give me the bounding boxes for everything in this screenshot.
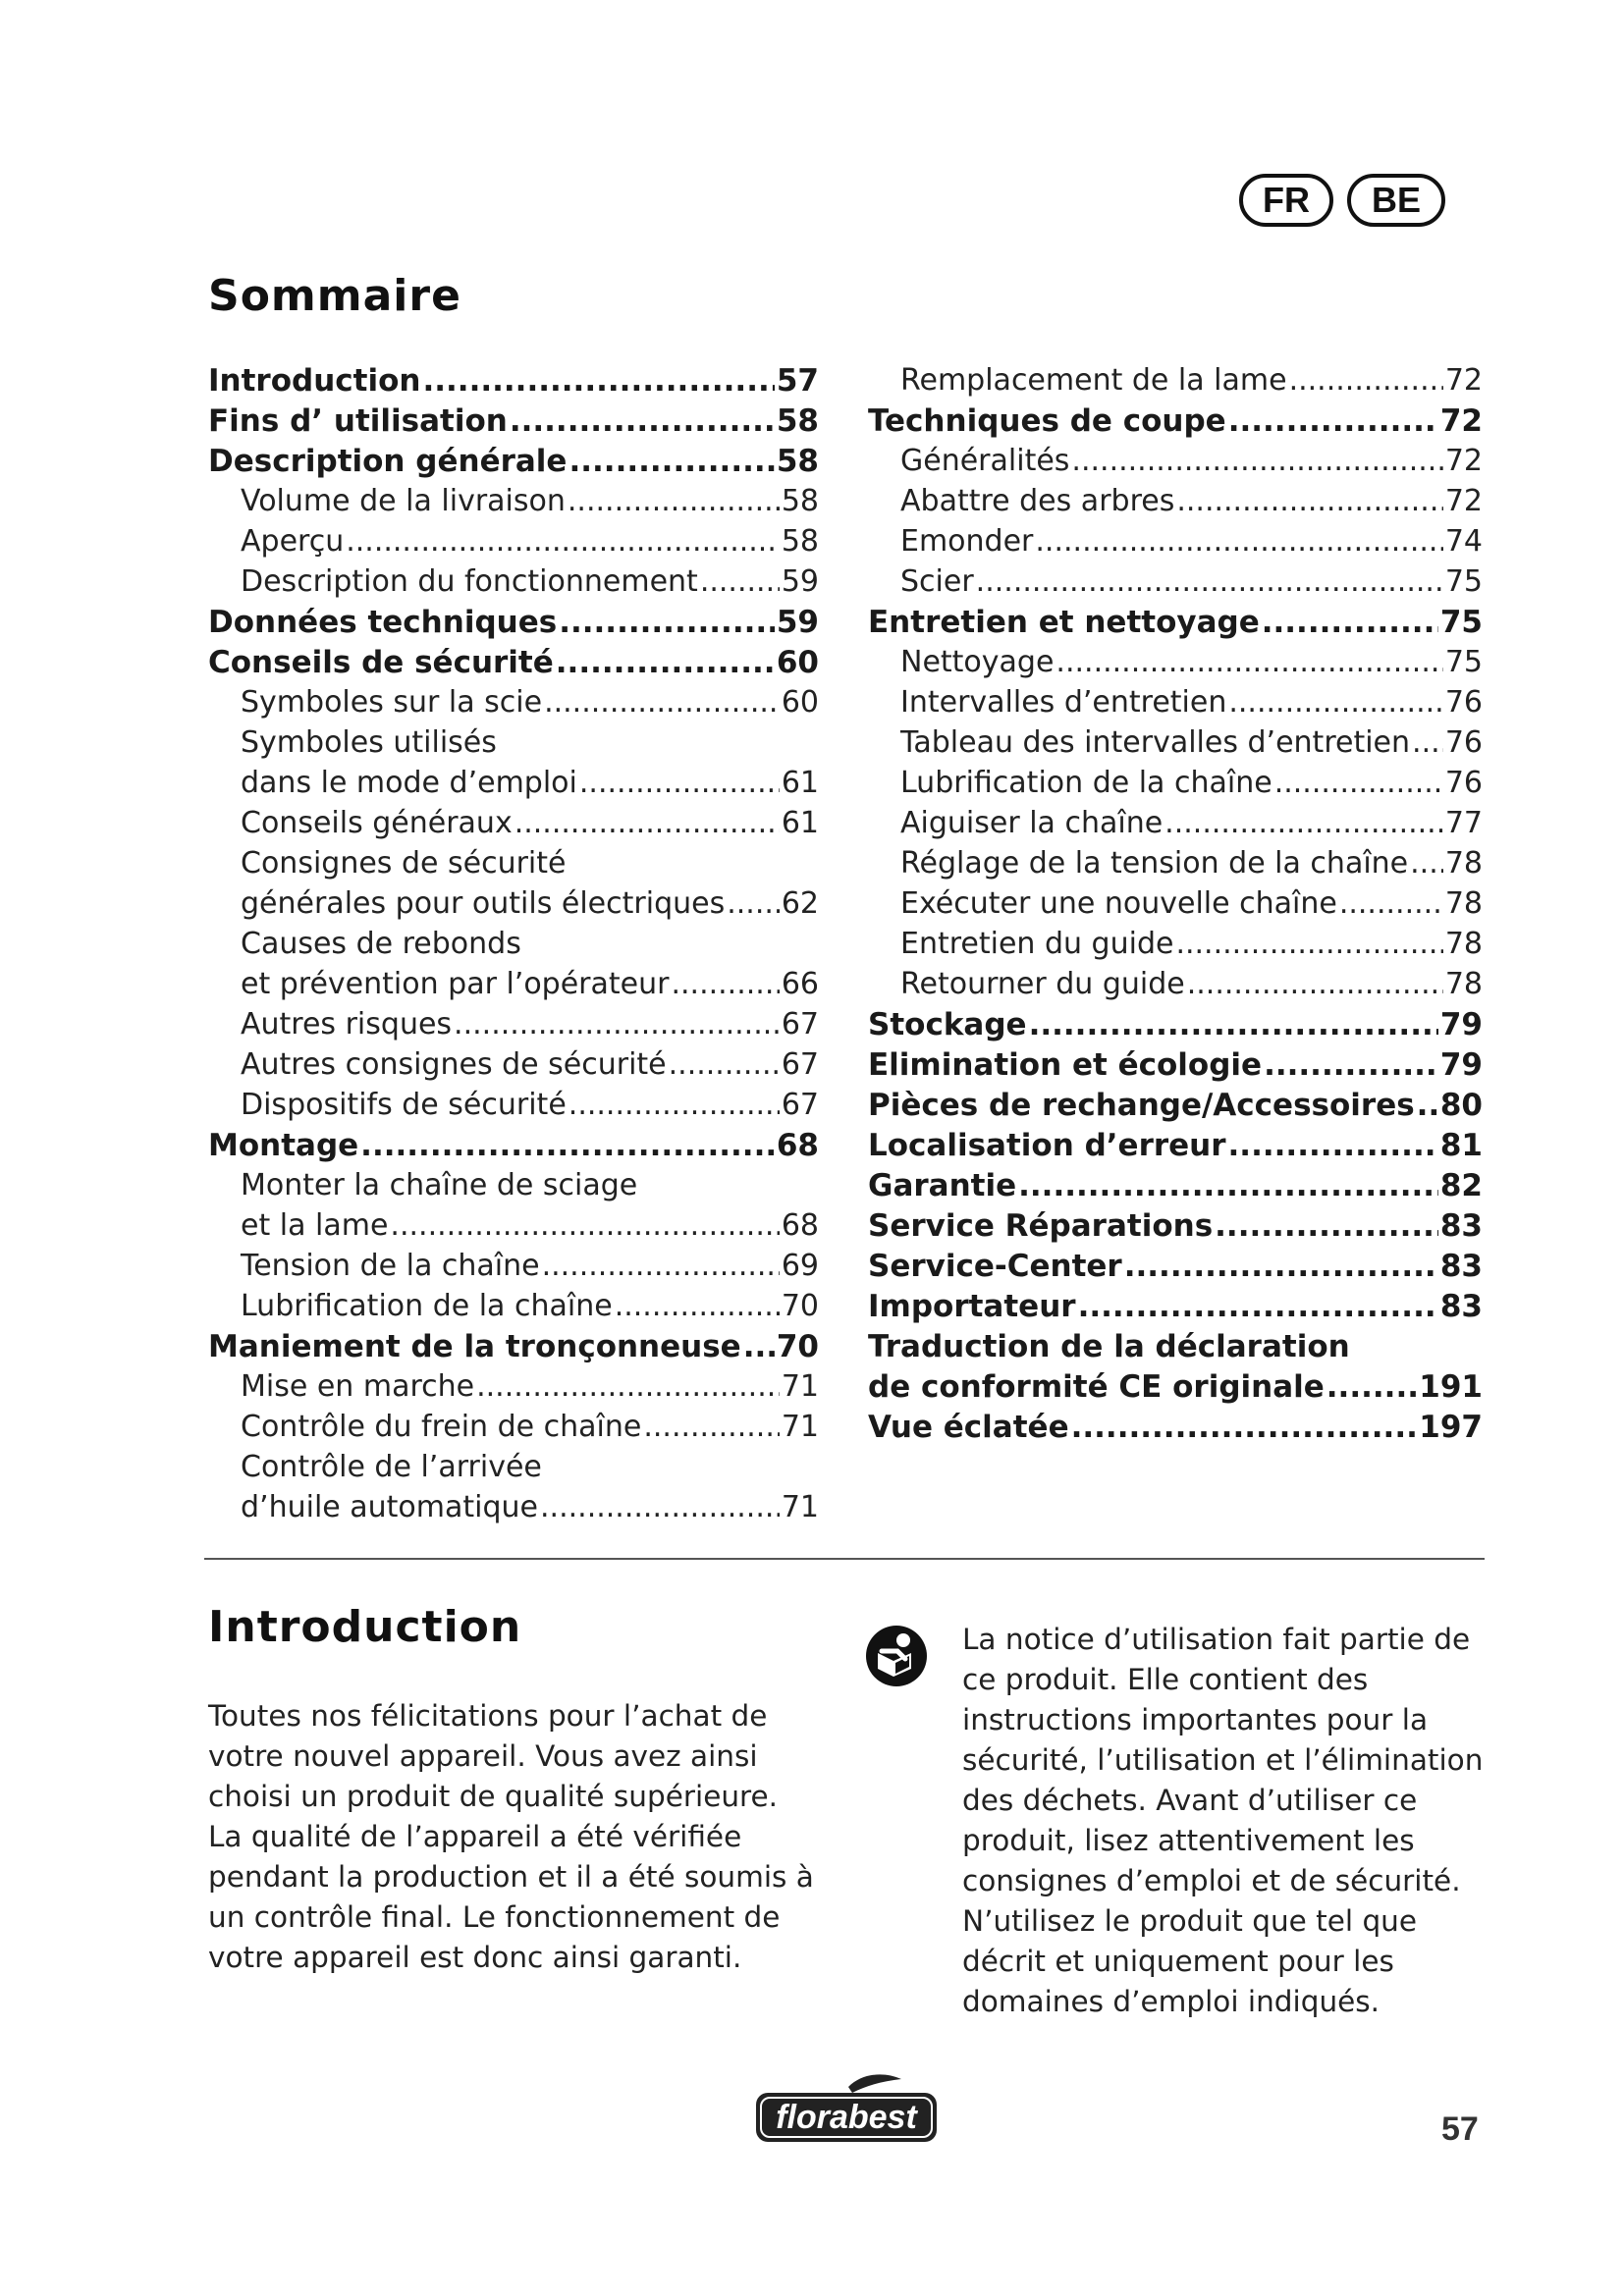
toc-entry	[208, 806, 819, 846]
toc-entry	[868, 564, 1483, 605]
toc-entry	[868, 605, 1483, 645]
toc-entry	[868, 766, 1483, 806]
toc-dot-leader	[1071, 1410, 1418, 1445]
language-badge-fr: FR	[1239, 174, 1333, 227]
toc-entry	[208, 444, 819, 484]
toc-entry	[208, 685, 819, 725]
toc-entry-page: 72	[1444, 444, 1483, 478]
toc-entry-label: Service-Center	[868, 1249, 1122, 1284]
toc-dot-leader	[1228, 685, 1442, 720]
florabest-logo	[754, 2069, 939, 2146]
toc-entry-label: Symboles utilisés	[241, 725, 497, 760]
toc-entry-label: Elimination et écologie	[868, 1047, 1263, 1083]
toc-entry-page: 74	[1444, 524, 1483, 559]
toc-dot-leader	[568, 1088, 780, 1122]
toc-entry	[868, 725, 1483, 766]
toc-entry-label: Monter la chaîne de sciage	[241, 1168, 638, 1202]
toc-entry-page: 67	[781, 1007, 819, 1041]
toc-entry-page: 83	[1439, 1289, 1483, 1324]
toc-dot-leader	[1262, 605, 1438, 640]
toc-entry-label: Vue éclatée	[868, 1410, 1069, 1445]
toc-entry-label: Description générale	[208, 444, 568, 479]
toc-entry	[208, 846, 819, 886]
toc-entry-label: d’huile automatique	[241, 1490, 539, 1524]
toc-entry-page: 59	[781, 564, 819, 599]
toc-dot-leader	[1417, 1088, 1438, 1123]
toc-dot-leader	[1339, 886, 1443, 921]
toc-entry-label: Aperçu	[241, 524, 345, 559]
toc-entry	[208, 1128, 819, 1168]
toc-entry-page: 76	[1444, 766, 1483, 800]
toc-entry	[868, 685, 1483, 725]
toc-entry-label: Aiguiser la chaîne	[900, 806, 1164, 840]
toc-entry	[208, 524, 819, 564]
toc-entry-page: 61	[781, 806, 819, 840]
toc-entry-page: 67	[781, 1088, 819, 1122]
toc-entry-label: Montage	[208, 1128, 359, 1163]
toc-entry	[208, 484, 819, 524]
toc-entry-label: dans le mode d’emploi	[241, 766, 577, 800]
toc-entry-label: Lubrification de la chaîne	[900, 766, 1272, 800]
toc-dot-leader	[1056, 645, 1442, 679]
toc-dot-leader	[1029, 1007, 1438, 1042]
toc-entry	[208, 403, 819, 444]
toc-dot-leader	[669, 1047, 780, 1082]
toc-dot-leader	[568, 444, 774, 479]
toc-dot-leader	[1274, 766, 1443, 800]
toc-dot-leader	[1228, 403, 1438, 439]
toc-dot-leader	[360, 1128, 775, 1163]
toc-entry-label: Stockage	[868, 1007, 1027, 1042]
toc-entry-page: 70	[776, 1329, 819, 1364]
toc-dot-leader	[1289, 363, 1443, 398]
toc-entry-page: 76	[1444, 685, 1483, 720]
toc-dot-leader	[544, 685, 780, 720]
toc-entry-page: 58	[776, 403, 819, 439]
toc-entry-page: 58	[781, 484, 819, 518]
introduction-title: Introduction	[208, 1602, 522, 1652]
toc-entry-label: Dispositifs de sécurité	[241, 1088, 567, 1122]
toc-entry-label: Remplacement de la lame	[900, 363, 1287, 398]
toc-entry	[208, 1208, 819, 1249]
toc-entry	[868, 1208, 1483, 1249]
toc-entry	[208, 1007, 819, 1047]
toc-entry	[208, 927, 819, 967]
toc-entry	[868, 1369, 1483, 1410]
toc-dot-leader	[1412, 725, 1443, 760]
toc-dot-leader	[1215, 1208, 1438, 1244]
toc-entry-label: Pièces de rechange/Accessoires	[868, 1088, 1415, 1123]
toc-dot-leader	[727, 886, 780, 921]
toc-entry-label: Causes de rebonds	[241, 927, 521, 961]
toc-dot-leader	[743, 1329, 775, 1364]
toc-entry-label: Entretien et nettoyage	[868, 605, 1260, 640]
toc-dot-leader	[540, 1490, 780, 1524]
toc-entry-label: Réglage de la tension de la chaîne	[900, 846, 1409, 881]
toc-dot-leader	[568, 484, 780, 518]
toc-dot-leader	[1035, 524, 1442, 559]
toc-entry-label: Tension de la chaîne	[241, 1249, 540, 1283]
toc-entry-label: Exécuter une nouvelle chaîne	[900, 886, 1337, 921]
toc-title: Sommaire	[208, 271, 461, 321]
toc-entry-page: 60	[781, 685, 819, 720]
toc-entry-page: 83	[1439, 1208, 1483, 1244]
toc-entry-label: Importateur	[868, 1289, 1076, 1324]
toc-dot-leader	[454, 1007, 780, 1041]
toc-entry-page: 71	[781, 1490, 819, 1524]
language-badge-be: BE	[1347, 174, 1445, 227]
toc-entry-label: de conformité CE originale	[868, 1369, 1325, 1405]
toc-entry-page: 57	[776, 363, 819, 399]
toc-dot-leader	[579, 766, 780, 800]
toc-dot-leader	[514, 806, 780, 840]
toc-dot-leader	[1078, 1289, 1438, 1324]
toc-entry	[208, 766, 819, 806]
toc-column-right	[868, 363, 1483, 1450]
toc-entry-page: 72	[1444, 484, 1483, 518]
toc-entry-label: Symboles sur la scie	[241, 685, 543, 720]
toc-dot-leader	[542, 1249, 780, 1283]
toc-entry	[868, 886, 1483, 927]
toc-entry-page: 78	[1444, 927, 1483, 961]
toc-entry-label: Intervalles d’entretien	[900, 685, 1227, 720]
toc-entry	[208, 1088, 819, 1128]
toc-dot-leader	[556, 645, 775, 680]
toc-dot-leader	[1264, 1047, 1438, 1083]
toc-entry	[868, 1249, 1483, 1289]
toc-column-left	[208, 363, 819, 1530]
toc-entry-label: Nettoyage	[900, 645, 1055, 679]
toc-entry-label: Consignes de sécurité	[241, 846, 567, 881]
toc-entry-label: Abattre des arbres	[900, 484, 1175, 518]
toc-dot-leader	[1410, 846, 1443, 881]
toc-entry-label: Maniement de la tronçonneuse	[208, 1329, 741, 1364]
toc-entry-label: Volume de la livraison	[241, 484, 566, 518]
toc-entry-label: Données techniques	[208, 605, 558, 640]
toc-entry-page: 58	[781, 524, 819, 559]
toc-entry-label: Conseils généraux	[241, 806, 513, 840]
toc-dot-leader	[1176, 484, 1442, 518]
toc-entry-page: 79	[1439, 1007, 1483, 1042]
toc-dot-leader	[559, 605, 775, 640]
toc-entry-page: 58	[776, 444, 819, 479]
toc-entry-page: 72	[1444, 363, 1483, 398]
toc-entry-page: 81	[1439, 1128, 1483, 1163]
toc-dot-leader	[700, 564, 780, 599]
toc-entry	[868, 645, 1483, 685]
toc-dot-leader	[1187, 967, 1443, 1001]
toc-entry	[208, 1168, 819, 1208]
toc-entry	[868, 524, 1483, 564]
toc-entry-label: Localisation d’erreur	[868, 1128, 1226, 1163]
toc-dot-leader	[1124, 1249, 1438, 1284]
toc-entry	[868, 1410, 1483, 1450]
introduction-body: Toutes nos félicitations pour l’achat de votre nouvel appareil. Vous avez ainsi choisi un produit de qualité supérieure. La qualité de l’appareil a été vérifiée pendant la production et il a été soumis à un contrôle final. Le fonctionnement de votre appareil est donc ainsi garanti.	[208, 1699, 814, 1974]
toc-dot-leader	[643, 1410, 779, 1444]
toc-entry	[208, 1289, 819, 1329]
toc-entry-page: 79	[1439, 1047, 1483, 1083]
toc-entry-label: Autres consignes de sécurité	[241, 1047, 667, 1082]
toc-dot-leader	[476, 1369, 780, 1404]
toc-entry	[868, 1088, 1483, 1128]
toc-entry-page: 76	[1444, 725, 1483, 760]
read-manual-icon	[864, 1624, 929, 1688]
section-divider	[204, 1558, 1485, 1560]
toc-entry-label: Lubrification de la chaîne	[241, 1289, 613, 1323]
toc-entry-label: Description du fonctionnement	[241, 564, 698, 599]
toc-entry-page: 62	[781, 886, 819, 921]
toc-entry-page: 82	[1439, 1168, 1483, 1203]
toc-entry	[208, 886, 819, 927]
toc-entry-label: et la lame	[241, 1208, 389, 1243]
toc-entry	[208, 725, 819, 766]
toc-entry	[868, 967, 1483, 1007]
toc-entry	[208, 605, 819, 645]
toc-entry-label: Tableau des intervalles d’entretien	[900, 725, 1411, 760]
toc-entry-page: 75	[1444, 645, 1483, 679]
toc-entry-page: 70	[781, 1289, 819, 1323]
toc-entry	[208, 1047, 819, 1088]
toc-entry	[208, 1490, 819, 1530]
toc-entry-page: 71	[781, 1369, 819, 1404]
toc-entry-label: Autres risques	[241, 1007, 453, 1041]
toc-entry-page: 75	[1444, 564, 1483, 599]
toc-entry-page: 197	[1419, 1410, 1483, 1445]
toc-entry	[868, 484, 1483, 524]
toc-entry	[868, 806, 1483, 846]
toc-entry-page: 78	[1444, 846, 1483, 881]
brand-name: florabest	[776, 2099, 917, 2136]
toc-entry-page: 78	[1444, 967, 1483, 1001]
toc-dot-leader	[1228, 1128, 1438, 1163]
toc-entry	[868, 1329, 1483, 1369]
toc-entry-page: 68	[776, 1128, 819, 1163]
toc-entry	[208, 1249, 819, 1289]
toc-entry-label: Garantie	[868, 1168, 1017, 1203]
toc-entry-label: Scier	[900, 564, 974, 599]
toc-dot-leader	[1018, 1168, 1438, 1203]
toc-entry-label: Traduction de la déclaration	[868, 1329, 1350, 1364]
toc-entry-label: Généralités	[900, 444, 1070, 478]
toc-entry-page: 67	[781, 1047, 819, 1082]
toc-entry	[208, 967, 819, 1007]
toc-entry	[208, 1369, 819, 1410]
toc-entry-page: 68	[781, 1208, 819, 1243]
toc-entry	[868, 846, 1483, 886]
toc-entry-page: 69	[781, 1249, 819, 1283]
toc-entry-label: et prévention par l’opérateur	[241, 967, 670, 1001]
toc-dot-leader	[615, 1289, 780, 1323]
toc-entry-page: 71	[781, 1410, 819, 1444]
toc-dot-leader	[1071, 444, 1442, 478]
toc-dot-leader	[422, 363, 774, 399]
toc-entry-label: Entretien du guide	[900, 927, 1174, 961]
toc-entry	[868, 1168, 1483, 1208]
toc-entry-label: Conseils de sécurité	[208, 645, 554, 680]
toc-entry-page: 66	[781, 967, 819, 1001]
toc-entry	[208, 363, 819, 403]
toc-entry	[868, 1047, 1483, 1088]
toc-entry-page: 78	[1444, 886, 1483, 921]
toc-entry-label: Retourner du guide	[900, 967, 1185, 1001]
page-number: 57	[1441, 2110, 1479, 2148]
toc-dot-leader	[976, 564, 1443, 599]
toc-dot-leader	[390, 1208, 779, 1243]
toc-entry	[208, 564, 819, 605]
toc-entry-page: 77	[1444, 806, 1483, 840]
toc-entry	[868, 363, 1483, 403]
toc-entry-page: 80	[1439, 1088, 1483, 1123]
toc-entry-label: Service Réparations	[868, 1208, 1214, 1244]
toc-entry-label: Techniques de coupe	[868, 403, 1226, 439]
toc-dot-leader	[671, 967, 779, 1001]
toc-entry-label: Contrôle du frein de chaîne	[241, 1410, 642, 1444]
toc-entry	[868, 403, 1483, 444]
toc-entry	[868, 1007, 1483, 1047]
toc-entry	[868, 1289, 1483, 1329]
toc-dot-leader	[346, 524, 780, 559]
toc-entry	[208, 645, 819, 685]
toc-entry-page: 59	[776, 605, 819, 640]
toc-entry-label: Emonder	[900, 524, 1034, 559]
toc-entry-label: Introduction	[208, 363, 421, 399]
toc-entry-page: 61	[781, 766, 819, 800]
toc-entry	[208, 1329, 819, 1369]
toc-entry-page: 72	[1439, 403, 1483, 439]
toc-dot-leader	[510, 403, 775, 439]
toc-entry-page: 60	[776, 645, 819, 680]
toc-dot-leader	[1175, 927, 1442, 961]
toc-entry-page: 75	[1439, 605, 1483, 640]
toc-entry	[208, 1410, 819, 1450]
toc-dot-leader	[1164, 806, 1443, 840]
toc-entry	[208, 1450, 819, 1490]
toc-entry	[868, 1128, 1483, 1168]
toc-entry-label: générales pour outils électriques	[241, 886, 726, 921]
toc-entry-label: Contrôle de l’arrivée	[241, 1450, 542, 1484]
toc-entry-page: 191	[1419, 1369, 1483, 1405]
toc-entry	[868, 444, 1483, 484]
toc-entry-label: Mise en marche	[241, 1369, 475, 1404]
toc-entry	[868, 927, 1483, 967]
notice-text: La notice d’utilisation fait partie de ce produit. Elle contient des instructions importantes pour la sécurité, l’utilisation et l’élimination des déchets. Avant d’utiliser ce produit, lisez attentivement les consignes d’emploi et de sécurité. N’utilisez le produit que tel que décrit et uniquement pour les domaines d’emploi indiqués.	[962, 1623, 1484, 2018]
toc-dot-leader	[1326, 1369, 1418, 1405]
toc-entry-label: Fins d’ utilisation	[208, 403, 508, 439]
toc-entry-page: 83	[1439, 1249, 1483, 1284]
